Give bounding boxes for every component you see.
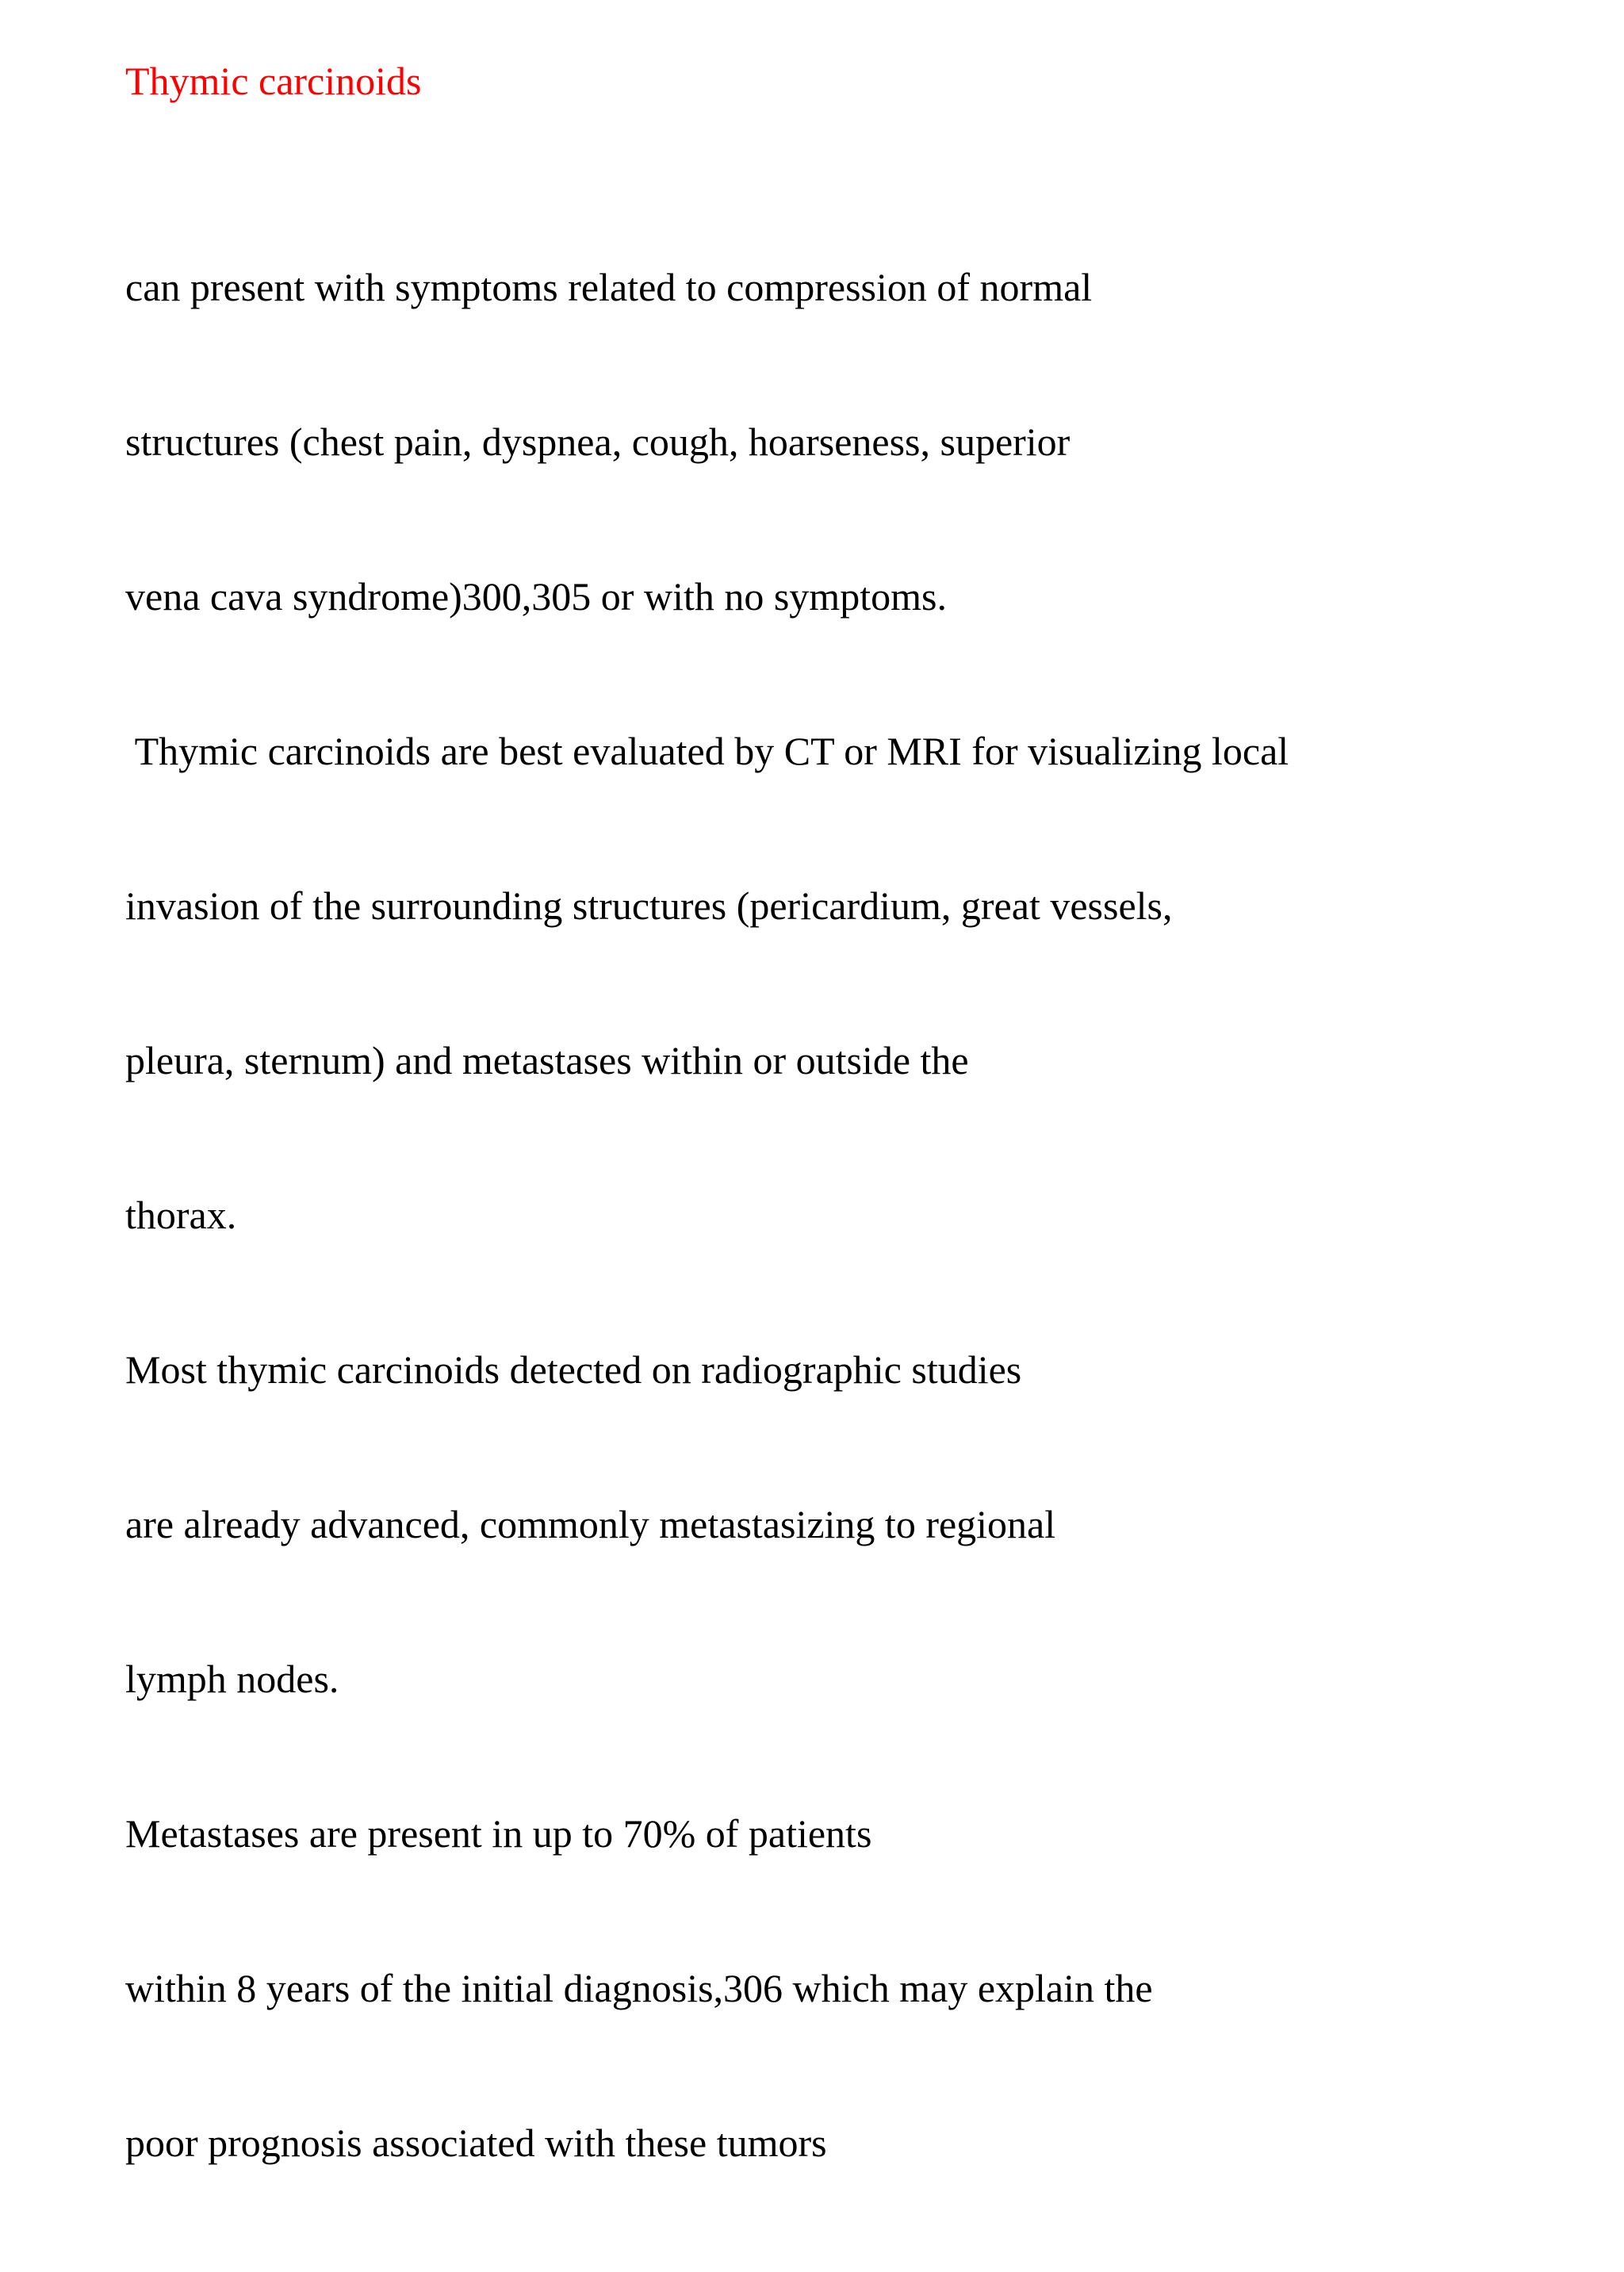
body-line: Most thymic carcinoids detected on radiographic studies bbox=[125, 1347, 1022, 1392]
body-line: invasion of the surrounding structures (pericardium, great vessels, bbox=[125, 883, 1173, 928]
body-line: structures (chest pain, dyspnea, cough, hoarseness, superior bbox=[125, 420, 1071, 464]
body-line: are already advanced, commonly metastasizing to regional bbox=[125, 1502, 1056, 1546]
body-line: Thymic carcinoids are best evaluated by CT or MRI for visualizing local bbox=[125, 729, 1289, 773]
body-line: thorax. bbox=[125, 1193, 237, 1237]
body-line: Metastases are present in up to 70% of patients bbox=[125, 1811, 872, 1856]
body-line: lymph nodes. bbox=[125, 1657, 339, 1701]
body-line: pleura, sternum) and metastases within or outside the bbox=[125, 1038, 969, 1082]
slide-body-text bbox=[125, 159, 1289, 2272]
slide-title: Thymic carcinoids bbox=[125, 59, 422, 103]
body-line: poor prognosis associated with these tumors bbox=[125, 2121, 827, 2165]
body-line: can present with symptoms related to compression of normal bbox=[125, 265, 1093, 309]
body-line: within 8 years of the initial diagnosis,306 which may explain the bbox=[125, 1966, 1153, 2010]
body-line: vena cava syndrome)300,305 or with no symptoms. bbox=[125, 574, 947, 619]
